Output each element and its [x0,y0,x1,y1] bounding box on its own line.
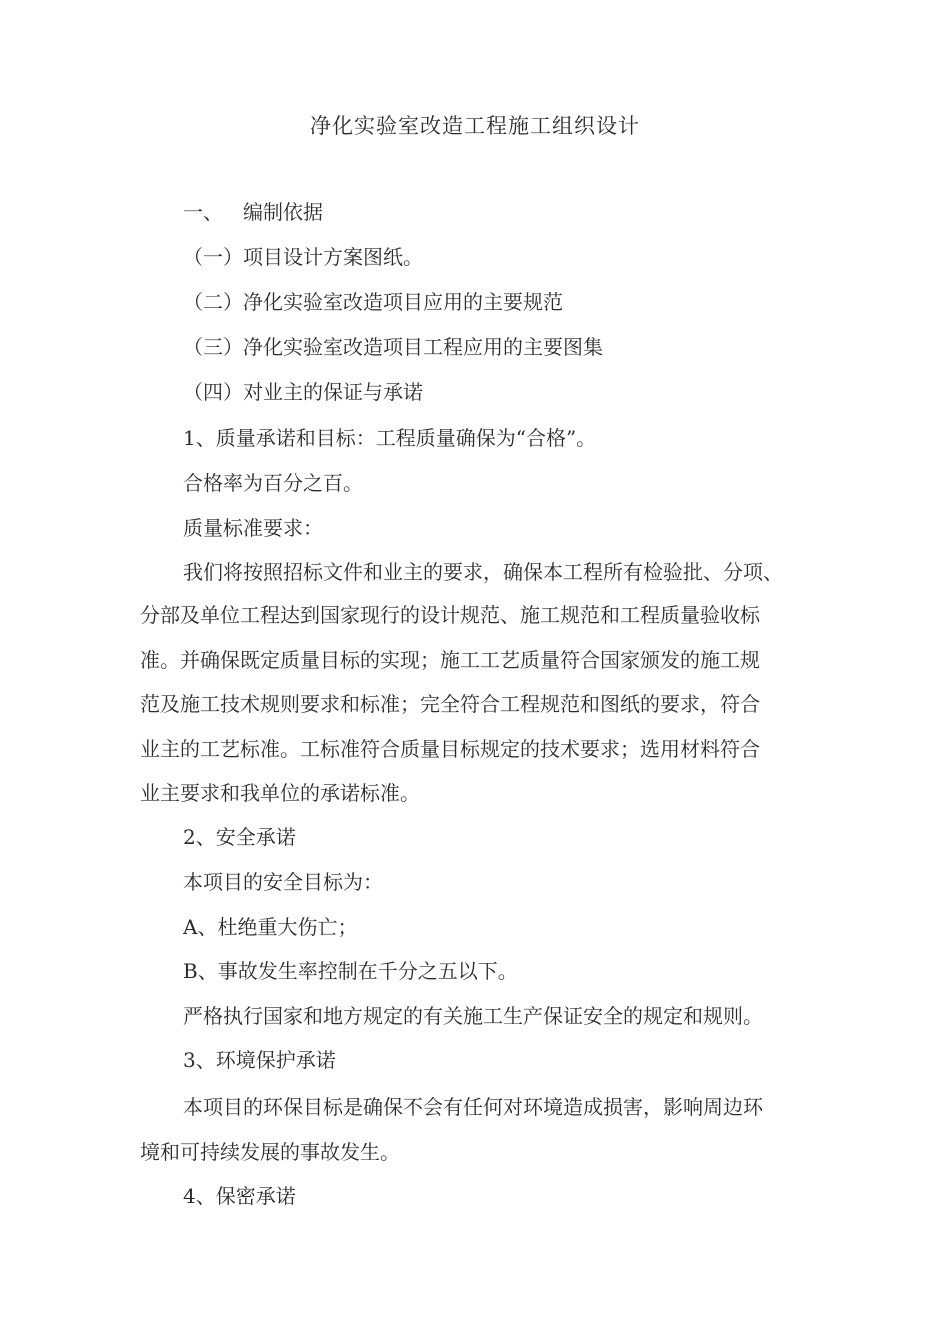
basis-item-4: （四）对业主的保证与承诺 [183,380,423,404]
basis-item-3: （三）净化实验室改造项目工程应用的主要图集 [183,335,603,359]
confidentiality-heading: 4、保密承诺 [183,1184,296,1208]
section-heading-1 [183,198,323,226]
environment-paragraph-line: 境和可持续发展的事故发生。 [140,1140,400,1164]
quality-paragraph-line: 分部及单位工程达到国家现行的设计规范、施工规范和工程质量验收标 [140,603,760,627]
quality-paragraph-line: 范及施工技术规则要求和标准；完全符合工程规范和图纸的要求，符合 [140,692,760,716]
basis-item-1: （一）项目设计方案图纸。 [183,245,423,269]
quality-paragraph-line: 业主要求和我单位的承诺标准。 [140,781,420,805]
safety-heading: 2、安全承诺 [183,825,296,849]
section-number: 一、 [183,200,223,224]
safety-target-label: 本项目的安全目标为： [183,870,383,894]
quality-paragraph-line: 业主的工艺标准。工标准符合质量目标规定的技术要求；选用材料符合 [140,737,760,761]
environment-paragraph-line: 本项目的环保目标是确保不会有任何对环境造成损害，影响周边环 [183,1095,763,1119]
safety-item-b: B、事故发生率控制在千分之五以下。 [183,959,518,983]
quality-rate: 合格率为百分之百。 [183,471,363,495]
safety-rule: 严格执行国家和地方规定的有关施工生产保证安全的规定和规则。 [183,1004,763,1028]
environment-heading: 3、环境保护承诺 [183,1048,336,1072]
quality-standard-label: 质量标准要求： [183,516,323,540]
section-heading-text: 编制依据 [243,200,323,224]
quality-paragraph-line: 我们将按照招标文件和业主的要求，确保本工程所有检验批、分项、 [183,560,783,584]
quality-heading: 1、质量承诺和目标：工程质量确保为“合格”。 [183,426,597,450]
safety-item-a: A、杜绝重大伤亡； [183,915,358,939]
basis-item-2: （二）净化实验室改造项目应用的主要规范 [183,290,563,314]
quality-paragraph-line: 准。并确保既定质量目标的实现；施工工艺质量符合国家颁发的施工规 [140,648,760,672]
document-title: 净化实验室改造工程施工组织设计 [310,114,640,138]
